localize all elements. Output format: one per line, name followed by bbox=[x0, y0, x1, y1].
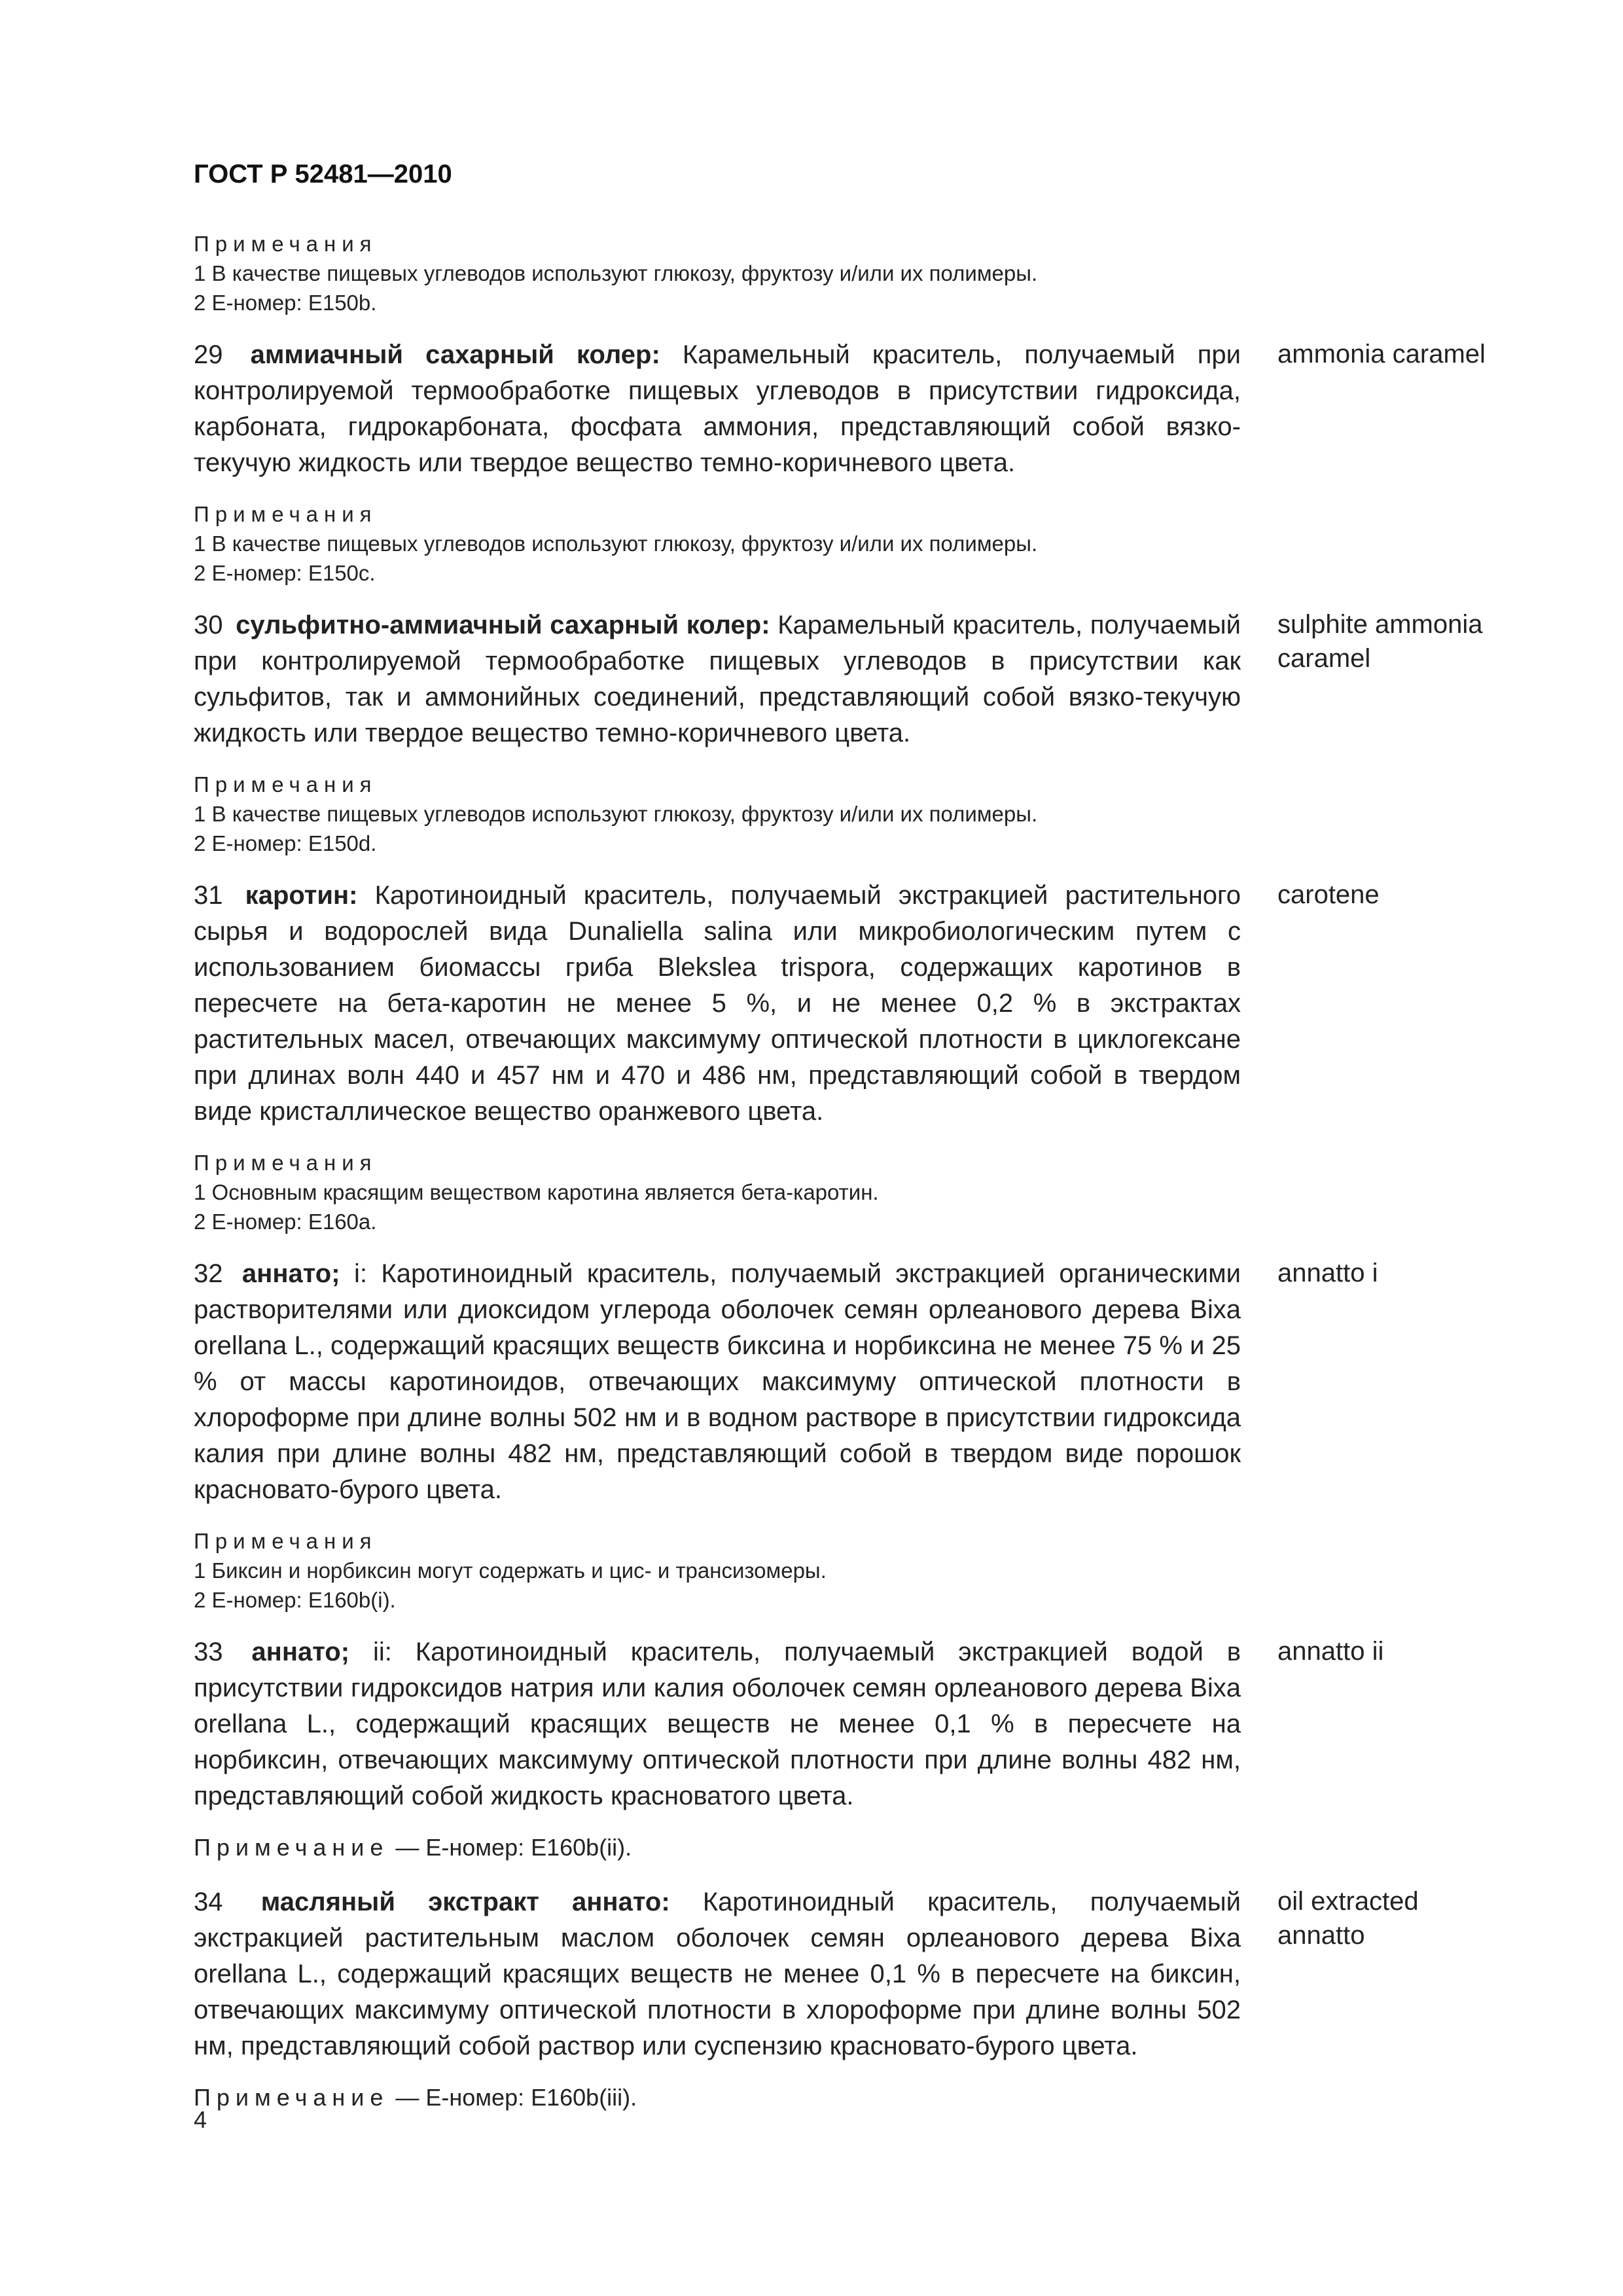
term-name: аннато; bbox=[241, 1259, 340, 1288]
term-entry-34 bbox=[194, 1884, 1503, 2064]
note-item: 2 Е-номер: Е150b. bbox=[194, 291, 377, 315]
notes-title: Примечания bbox=[194, 232, 378, 256]
term-name: аннато; bbox=[251, 1638, 350, 1666]
notes-32 bbox=[194, 1526, 1241, 1615]
notes-30 bbox=[194, 770, 1241, 858]
notes-31 bbox=[194, 1148, 1241, 1236]
term-definition: Каротиноидный краситель, получаемый экстракцией растительным маслом оболочек семян орлеанового дерева Bixa orellana L., содержащий красящих веществ не менее 0,1 % в пересчете на биксин, отвечающих максимуму оптической плотности в хлороформе при длине волны 502 нм, представляющий собой раствор или суспензию красновато-бурого цвета. bbox=[194, 1888, 1241, 2060]
note-item: 1 Основным красящим веществом каротина является бета-каротин. bbox=[194, 1180, 879, 1204]
term-suffix: ii: bbox=[372, 1638, 392, 1666]
term-definition: Каротиноидный краситель, получаемый экстракцией органическими растворителями или диоксидом углерода оболочек семян орлеанового дерева Bixa orellana L., содержащий красящих веществ биксина и норбиксина не менее 75 % и 25 % от массы каротиноидов, отвечающих максимуму оптической плотности в хлороформе при длине волны 502 нм и в водном растворе в присутствии гидроксида калия при длине волны 482 нм, представляющий собой в твердом виде порошок красновато-бурого цвета. bbox=[194, 1259, 1241, 1504]
note-33 bbox=[194, 1833, 1241, 1862]
term-name: масляный экстракт аннато: bbox=[260, 1888, 670, 1916]
term-english: annatto ii bbox=[1277, 1637, 1384, 1666]
term-name: аммиачный сахарный колер: bbox=[250, 340, 660, 369]
term-definition-block bbox=[194, 607, 1241, 751]
term-english: sulphite ammonia caramel bbox=[1277, 610, 1483, 673]
note-34 bbox=[194, 2083, 1241, 2112]
note-item: 1 В качестве пищевых углеводов используют глюкозу, фруктозу и/или их полимеры. bbox=[194, 531, 1038, 556]
term-entry-31 bbox=[194, 878, 1503, 1130]
notes-title: Примечания bbox=[194, 772, 378, 797]
term-definition: Карамельный краситель, получаемый при контролируемой термообработке пищевых углеводов в присутствии как сульфитов, так и аммонийных соединений, представляющий собой вязко-текучую жидкость или твердое вещество темно-коричневого цвета. bbox=[194, 611, 1241, 747]
note-label: Примечание bbox=[194, 2084, 389, 2111]
note-label: Примечание bbox=[194, 1834, 389, 1861]
term-suffix: i: bbox=[353, 1259, 367, 1288]
term-entry-30 bbox=[194, 607, 1503, 751]
term-entry-32 bbox=[194, 1256, 1503, 1508]
term-number: 29 bbox=[194, 340, 223, 369]
term-number: 30 bbox=[194, 611, 223, 639]
note-item: 1 В качестве пищевых углеводов используют глюкозу, фруктозу и/или их полимеры. bbox=[194, 261, 1038, 285]
term-name: сульфитно-аммиачный сахарный колер: bbox=[236, 611, 770, 639]
note-item: 2 Е-номер: Е160b(i). bbox=[194, 1588, 396, 1612]
term-number: 33 bbox=[194, 1638, 223, 1666]
term-english: ammonia caramel bbox=[1277, 340, 1486, 368]
note-item: 1 Биксин и норбиксин могут содержать и цис- и трансизомеры. bbox=[194, 1558, 827, 1583]
note-text: — Е-номер: Е160b(ii). bbox=[395, 1834, 632, 1861]
notes-title: Примечания bbox=[194, 1529, 378, 1553]
note-item: 2 Е-номер: Е150c. bbox=[194, 561, 376, 585]
term-english: annatto i bbox=[1277, 1259, 1378, 1287]
term-definition-block bbox=[194, 1256, 1241, 1508]
term-definition: Каротиноидный краситель, получаемый экстракцией водой в присутствии гидроксидов натрия или калия оболочек семян орлеанового дерева Bixa orellana L., содержащий красящих веществ не менее 0,1 % в пересчете на норбиксин, отвечающих максимуму оптической плотности при длине волны 482 нм, представляющий собой жидкость красноватого цвета. bbox=[194, 1638, 1241, 1810]
term-english: carotene bbox=[1277, 880, 1380, 909]
term-definition-block bbox=[194, 337, 1241, 481]
note-item: 2 Е-номер: Е160a. bbox=[194, 1210, 377, 1234]
page-number: 4 bbox=[194, 2106, 207, 2133]
term-number: 32 bbox=[194, 1259, 223, 1288]
note-item: 1 В качестве пищевых углеводов используют глюкозу, фруктозу и/или их полимеры. bbox=[194, 802, 1038, 826]
term-definition-block bbox=[194, 1634, 1241, 1814]
term-english: oil extracted annatto bbox=[1277, 1887, 1419, 1950]
term-definition-block bbox=[194, 878, 1241, 1130]
term-entry-33 bbox=[194, 1634, 1503, 1814]
term-definition: Карамельный краситель, получаемый при контролируемой термообработке пищевых углеводов в присутствии гидроксида, карбоната, гидрокарбоната, фосфата аммония, представляющий собой вязко-текучую жидкость или твердое вещество темно-коричневого цвета. bbox=[194, 340, 1241, 477]
term-number: 31 bbox=[194, 881, 223, 910]
notes-title: Примечания bbox=[194, 1151, 378, 1175]
notes-title: Примечания bbox=[194, 502, 378, 526]
term-definition-block bbox=[194, 1884, 1241, 2064]
term-definition: Каротиноидный краситель, получаемый экстракцией растительного сырья и водорослей вида Dunaliella salina или микробиологическим путем с использованием биомассы гриба Blekslea trispora, содержащих каротинов в пересчете на бета-каротин не менее 5 %, и не менее 0,2 % в экстрактах растительных масел, отвечающих максимуму оптической плотности в циклогексане при длинах волн 440 и 457 нм и 470 и 486 нм, представляющий собой в твердом виде кристаллическое вещество оранжевого цвета. bbox=[194, 881, 1241, 1126]
term-number: 34 bbox=[194, 1888, 223, 1916]
notes-29 bbox=[194, 499, 1241, 588]
note-item: 2 Е-номер: Е150d. bbox=[194, 831, 377, 855]
term-name: каротин: bbox=[245, 881, 358, 910]
note-text: — Е-номер: Е160b(iii). bbox=[395, 2084, 637, 2111]
page-header: ГОСТ Р 52481—2010 bbox=[194, 160, 452, 188]
terms-content bbox=[194, 229, 1503, 2134]
term-entry-29 bbox=[194, 337, 1503, 481]
notes-top bbox=[194, 229, 1241, 317]
